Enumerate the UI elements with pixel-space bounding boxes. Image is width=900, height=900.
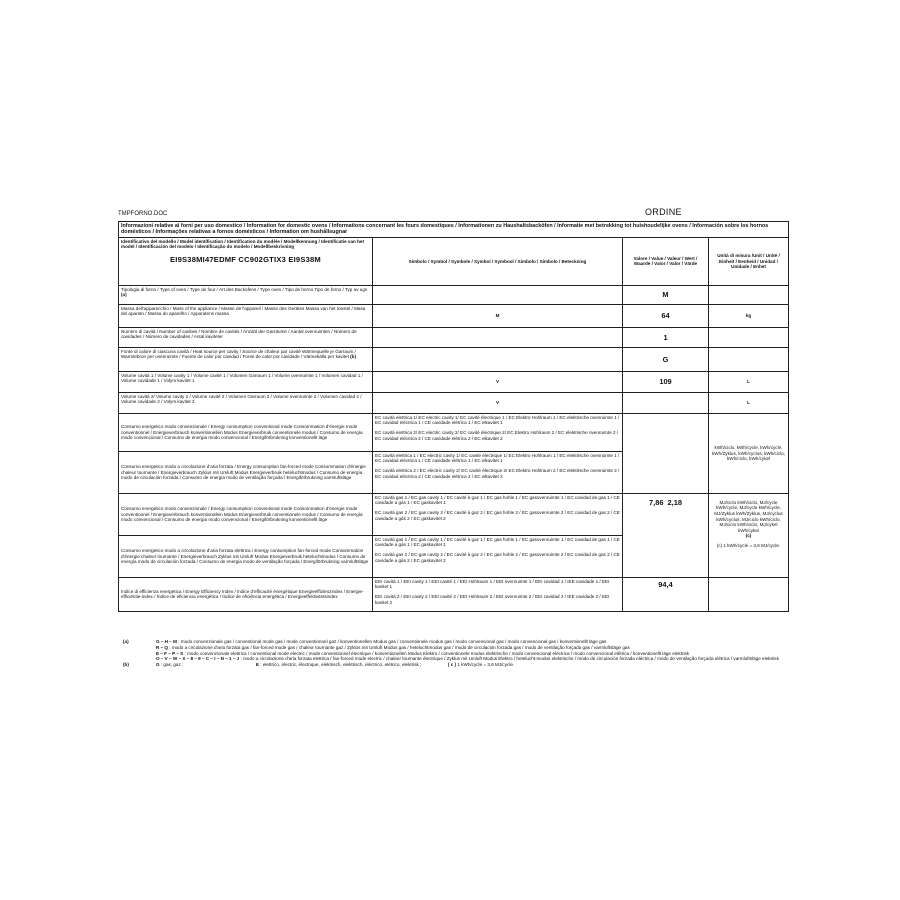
eei-sym2: EEI cavità 2 / EEI cavity 2 / EEI cavité 2 / EEI Hohlraum 2 / EEI ovenruimte 2 / EEI cavidad 2 / IEE cavidade 2 / EEI kavitet 2 [375, 594, 610, 605]
volume1-unit: L [709, 371, 789, 392]
note-a2-text: : modo a circolazione d'aria forzata gas / fan-forced mode gas / chaleur tournante gaz / Zyklus mit Umluft Modus gas / heteluchtmodus gas / modo de circulación forzada gas / modo de ventilação forçada gas / varmluftsläge gas [169, 644, 630, 650]
oven-type-note: (a) [121, 292, 127, 298]
ec-electric-fan-symbol [373, 451, 623, 493]
ec-electric-conv-sym1: EC cavità elettrica 1/ EC electric cavity 1/ EC cavité électrique 1 / EC Elektro Hohlraum 1 / EC elektrische ovenruimte 1 / EC cavidad eléctrica 1 / CE cavidade elétrica 1 / EC elkavitet 1 [375, 414, 620, 426]
oven-type-symbol [373, 285, 623, 304]
note-a4-text: : modo a circolazione d'aria forzata elettrica / fan-forced mode electric / chaleur tournante électrique / Zyklus mit Umluft Modus Elektro / hetelucht-modus elektrische / modo de circulación forzada eléctrica / modo de ventilação forçada elétrica / varmluftsläge elektrisk [240, 656, 779, 662]
note-b-g-text: : gas, gaz ; [160, 662, 184, 668]
table-row [119, 304, 789, 327]
ec-gas-fan-sym1: EC cavità gas 1 / EC gas cavity 1 / EC cavité à gaz 1 / EC gas hohle 1 / EC gasovenruimte 1 / EC cavidad de gas 1 / CE cavidade a gás 1 / EC gaskavitet 1 [375, 536, 620, 548]
table-row [119, 493, 789, 535]
heat-source-note: (b) [350, 354, 356, 360]
ec-gas-conv-label: Consumo energetico modo convenzionale / Energy consumption conventional mode Consommation d'énergie mode conventionnel / Energieverbrauch konventionellen Modus Energieverbruik conventionele modus / Consumo de energía modo convencional / Consumo de energia modo convencional / Energiförbrukning konventionellt läge [119, 493, 373, 535]
note-c-text: 1 kWh/cycle = 3,6 MJ/cycle. [457, 662, 515, 668]
note-a-key: (a) [123, 639, 129, 644]
volume2-unit: L [709, 392, 789, 413]
ec-gas-fan-symbol [373, 535, 623, 577]
ec-electric-conv-sym2: EC cavità elettrica 2/ EC electric cavity 2/ EC cavité électrique 2/ EC Elektro Hohlraum 2 / EC elektrische ovenruimte 2 / EC cavidad eléctrica 2 / CE cavidade elétrica 2 / EC elkavitet 2 [375, 430, 619, 441]
volume1-label: Volume cavità 1 / Volume cavity 1 / Volume cavité 1 / Volumen Garraum 1 / Volume ovenruimte 1 / Volumen cavidad 1 / Volume cavidade 1 / Volym kavitet 1 [119, 371, 373, 392]
ec-gas-fan-label: Consumo energetico modo a circolazione d'aria forzata elettrica / Energy consumption fan-forced mode Consommation d'énergie chaleur tournante / Energieverbrauch Zyklus mit Umluft Modus Energieverbruik heteluchtmodus / Consumo de energía modo de circulación forzada / Consumo de energia modo de ventilação forçada / Energiförbrukning varmluftsläge [119, 535, 373, 577]
heat-source-label-cell [119, 347, 373, 371]
volume2-symbol: V [373, 392, 623, 413]
heat-source-unit [709, 347, 789, 371]
table-row [119, 347, 789, 371]
cavities-label: Numero di cavità / Number of cavities / Nombre de cavités / Anzahl der Garräume / Aantal ovenruimten / Número de cavidades / Número de cavidades / Antal kaviteter [119, 327, 373, 347]
table-row [119, 327, 789, 347]
footnotes [123, 639, 788, 668]
table-row [119, 285, 789, 304]
ec-gas-value-cell [623, 493, 709, 577]
ec-gas-conv-sym1: EC cavità gas 1 / EC gas cavity 1 / EC cavité à gaz 1 / EC gas hohle 1 / EC gasovenruimte 1 / EC cavidad de gas 1 / CE cavidade a gás 1 / EC gaskavitet 1 [375, 494, 620, 506]
oven-type-label-cell [119, 285, 373, 304]
model-id-label: Identificativo del modello / Model identification / Identification du modèle / Modellkennung / Identificatie van het model / Identificación del modelo / Identificação do modelo / Modellbeskrivning [121, 238, 364, 250]
oven-type-unit [709, 285, 789, 304]
mass-label: Massa dell'apparecchio / Mass of the appliance / Masse de l'appareil / Masse des Gerätes Massa van het toestel / Masa del aparato / Massa do aparelho / Apparatens massa [119, 304, 373, 327]
note-a1-text: : modo convenzionale gas / conventional mode gas / mode conventionnel gaz / konventionellen Modus gas / conventionele modus gas / modo convencional gas / modo convencional gas / konventionellt läge gas [178, 639, 607, 644]
eei-label: Indice di efficienza energetica / Energy Efficiency Index / Indice d'efficacité énergétique Energieeffizienzindex / Energie-efficiëntie-index / Índice de eficiencia energética / Índice de eficiência energética / Energieeffektivitetsindex [119, 577, 373, 611]
eei-sym1: EEI cavità 1 / EEI cavity 1 / EEI cavité 1 / EEI Hohlraum 1 / EEI ovenruimte 1 / EEI cavidad 1 / IEE cavidade 1 / EEI kavitet 1 [375, 578, 610, 590]
value-header: Valore / Value / Valeur / Wert / Waarde / Valor / Valor / Värde [623, 237, 709, 285]
table-title: Informazioni relative ai forni per uso domestico / Information for domestic ovens / Informations concernant les fours domestiques / Informationen zu Haushaltsbacköfen / Informatie met betrekking tot huishoudelijke ovens / Información sobre los hornos domésticos / Informações relativas a fornos domésticos / Information om hushållsugnar [119, 222, 789, 238]
gas-units-note: (c) [745, 533, 752, 539]
title-row [119, 222, 789, 238]
mass-unit: kg [709, 304, 789, 327]
gas-units-cell [709, 493, 789, 577]
note-a3-codes: E – F – P – S [156, 650, 184, 656]
volume1-value: 109 [623, 371, 709, 392]
ec-electric-fan-sym2: EC cavità elettrica 2 / EC electric cavity 2/ EC cavité électrique 2/ EC Elektro Hohlraum 2 / EC elektrische ovenruimte 2 / EC cavidad eléctrica 2 / CE cavidade elétrica 2 / EC elkavitet 2 [375, 468, 620, 479]
ec-electric-conv-label: Consumo energetico modo convenzionale / Energy consumption conventional mode Consommation d'énergie mode conventionnel / Energieverbrauch konventionellen Modus Energieverbruik conventionele modus / Consumo de energía modo convencional / Consumo de energia modo convencional / Energiförbrukning konventionellt läge [119, 413, 373, 451]
ec-electric-fan-sym1: EC cavità elettrica 1 / EC electric cavity 1/ EC cavité électrique 1/ EC Elektro Hohlraum 1 / EC elektrische ovenruimte 1 / EC cavidad eléctrica 1 / CE cavidade elétrica 1 / EC elkavitet 1 [375, 452, 620, 464]
order-label: ORDINE [645, 207, 682, 217]
ec-gas-conv-symbol [373, 493, 623, 535]
model-id-cell [119, 237, 373, 285]
ec-electric-conv-symbol [373, 413, 623, 451]
gas-units: MJ/ciclo kWh/ciclo, MJ/cycle kWh/cycle, MJ/cycle kWh/cycle, MJ/Zyklus kWh/Zyklus, MJ/cyclus kWh/cyclus, MJ/ciclo kWh/ciclo, MJ/ciclo kWh/ciclo, MJ/cykel kWh/cykel [714, 499, 783, 533]
note-b-e-text: : elettrico, electric, électrique, elektrisch, elektrisch, eléctrico, elétrico, elektrisk ; [260, 662, 422, 668]
note-b-g: G [156, 662, 160, 668]
eei-unit [709, 577, 789, 611]
eei-symbol [373, 577, 623, 611]
eei-value: 94,4 [623, 577, 709, 611]
symbol-header: Simbolo / Symbol / Symbole / Symbol / Symbool / Simbolo / Símbolo / Beteckning [373, 237, 623, 285]
mass-value: 64 [623, 304, 709, 327]
note-a4-codes: O – V – W – X – 8 – 9 – C – I – N – 1 – J [156, 656, 240, 662]
note-a1-codes: G – H – M [156, 639, 177, 644]
ec-gas-conv-sym2: EC cavità gas 2 / EC gas cavity 2 / EC cavité à gaz 2 / EC gas hohle 2 / EC gasovenruimte 2 / EC cavidad de gas 2 / CE cavidade a gás 2 / EC gaskavitet 2 [375, 510, 620, 521]
model-names: EI9S38MI47EDMF CC902GTIX3 EI9S38M [170, 255, 321, 264]
ec-electric-fan-label: Consumo energetico modo a circolazione d'aria forzata / Energy consumption fan-forced mode Consommation d'énergie chaleur tournante / Energieverbrauch Zyklus mit Umluft Modus Energieverbruik heteluchtmodus / Consumo de energía modo de circulación forzada / Consumo de energia modo de ventilação forçada / Energiförbrukning varmluftsläge [119, 451, 373, 493]
oven-type-label: Tipologia di forno / Type of oven / Type de four / Art des Backofens / Type oven / Tipo de horno Tipo de forno / Typ av ugn [121, 286, 368, 292]
oven-info-table [118, 221, 789, 612]
note-b-e: E [255, 662, 259, 668]
table-row [119, 413, 789, 451]
cavities-unit [709, 327, 789, 347]
ec-gas-value2: 2,18 [667, 497, 682, 507]
electric-units: kWh/ciclo, kWh/cycle, kWh/cycle, kWh/Zyklus, kWh/cyclus, kWh/ciclo, kWh/ciclo, kWh/cykel [709, 413, 789, 493]
note-b-line [123, 662, 788, 668]
table-row [119, 577, 789, 611]
ec-gas-value: 7,86 [649, 497, 664, 507]
oven-type-value: M [623, 285, 709, 304]
heat-source-symbol [373, 347, 623, 371]
heat-source-value: G [623, 347, 709, 371]
volume1-symbol: V [373, 371, 623, 392]
table-row [119, 371, 789, 392]
ec-gas-fan-sym2: EC cavità gas 2 / EC gas cavity 2 / EC cavité à gaz 2 / EC gas hohle 2 / EC gasovenruimte 2 / EC cavidad de gas 2 / CE cavidade a gás 2 / EC gaskavitet 2 [375, 552, 620, 563]
gas-units-conversion: (c) 1 kWh/cycle = 3,6 MJ/cycle. [716, 542, 781, 548]
unit-header: Unità di misura /Unit / Unité / Einheit / Eenheid / Unidad / Unidade / Enhet [709, 237, 789, 285]
doc-id: TMPFORNO.DOC [118, 211, 168, 217]
volume2-label: Volume cavità 2/ Volume cavity 2 / Volume cavité 2 / Volumen Garraum 2 / Volume ovenruimte 2 / Volumen cavidad 2 / Volume cavidade 2 / Volym kavitet 2 [119, 392, 373, 413]
note-a2-codes: R – Q [156, 644, 168, 650]
heat-source-label: Fonte di calore di ciascuna cavità / Heat source per cavity / Source de chaleur par cavité Wärmequelle je Garraum / Warmtebron per ovenruimte / Fuente de calor por cavidad / Fonte de calor por cavidade / Värmekälla per kavitet [121, 348, 356, 360]
header-row [119, 237, 789, 285]
note-a3-text: : modo convenzionale elettrica / conventional mode electric / mode conventionnel électrique / konventionellen Modus Elektro / conventionele modus elektrische / modo convencional eléctrica / modo convencional elétrica / konventionellt läge elektrisk [184, 650, 690, 656]
cavities-value: 1 [623, 327, 709, 347]
mass-symbol: M [373, 304, 623, 327]
ec-electric-value [623, 413, 709, 493]
note-b-key: (b) [123, 662, 129, 668]
note-c-key: ( c ) [447, 662, 457, 668]
volume2-value [623, 392, 709, 413]
cavities-symbol [373, 327, 623, 347]
table-row [119, 392, 789, 413]
